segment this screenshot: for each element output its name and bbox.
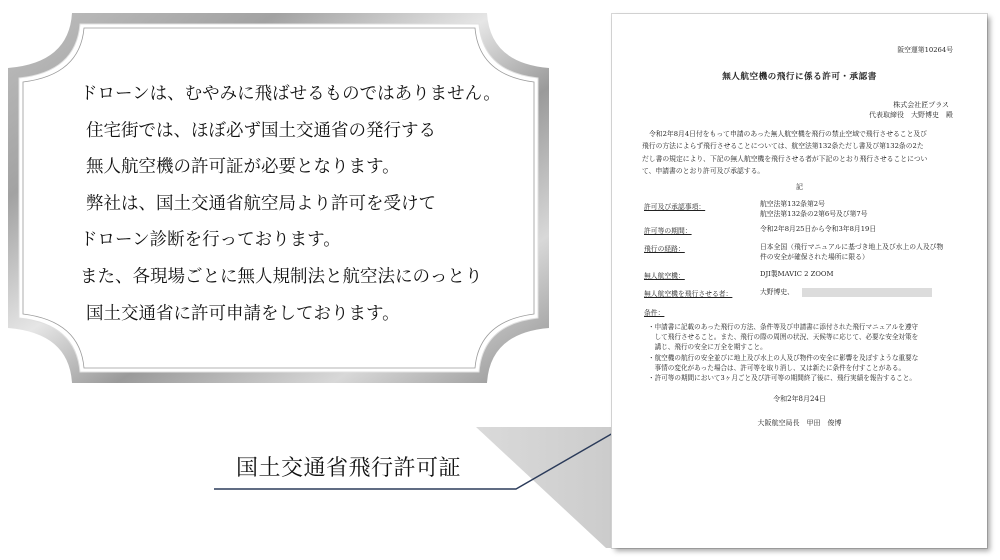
route-value-line: 日本全国（飛行マニュアルに基づき地上及び水上の人及び物 (760, 243, 944, 251)
doc-shadow (476, 427, 628, 548)
pilot-label: 無人航空機を飛行させる者： (644, 290, 733, 298)
caption: 国土交通省飛行許可証 (236, 456, 462, 481)
permission-value (760, 199, 868, 219)
intro-line: 国土交通省に許可申請をしております。 (86, 303, 400, 324)
body-line: て、申請書のとおり許可及び承認する。 (642, 167, 765, 176)
document-body (642, 128, 960, 178)
conditions-label: 条件： (644, 309, 665, 317)
intro-line: 無人航空機の許可証が必要となります。 (86, 157, 400, 178)
aircraft-label: 無人航空機： (644, 272, 685, 280)
period-value: 令和2年8月25日から令和3年8月19日 (760, 225, 877, 233)
intro-line: ドローン診断を行っております。 (80, 230, 341, 251)
condition-line: 事情の変化があった場合は、許可等を取り消し、又は新たに条件を付すことがある。 (648, 363, 906, 372)
intro-line: また、各現場ごとに無人規制法と航空法にのっとり (80, 266, 483, 287)
intro-text (80, 76, 520, 332)
route-label: 飛行の経路： (644, 245, 685, 253)
route-value-line: 件の安全が確保された場所に限る） (760, 253, 869, 261)
redacted-block (802, 288, 932, 297)
aircraft-value: DJI製MAVIC 2 ZOOM (760, 270, 834, 278)
pilot-value (760, 287, 932, 297)
condition-line: して飛行させること。また、飛行の際の周囲の状況、天候等に応じて、必要な安全対策を (648, 333, 919, 342)
permission-label: 許可及び承認事項： (644, 203, 706, 211)
pilot-name: 大野博史、 (760, 288, 794, 296)
document-title: 無人航空機の飛行に係る許可・承認書 (722, 72, 877, 82)
issue-date: 令和2年8月24日 (773, 395, 826, 403)
ki-heading: 記 (796, 183, 803, 191)
period-label: 許可等の期間： (644, 227, 692, 235)
permission-value-line: 航空法第132条第2号 (760, 200, 825, 208)
conditions-list (648, 322, 964, 383)
recipient-representative: 代表取締役 大野博史 殿 (869, 111, 953, 119)
route-value (760, 242, 943, 262)
condition-line: ・申請書に記載のあった飛行の方法、条件等及び申請書に添付された飛行マニュアルを遵守 (648, 323, 919, 331)
intro-line: 住宅街では、ほぼ必ず国土交通省の発行する (86, 120, 436, 141)
document-number: 阪空運第10264号 (897, 46, 953, 54)
body-line: 令和2年8月4日付をもって申請のあった無人航空機を飛行の禁止空域で飛行させること及び (649, 130, 927, 138)
permission-value-line: 航空法第132条の2第6号及び第7号 (760, 210, 868, 218)
condition-line: ・許可等の期間において3ヶ月ごと及び許可等の期間終了後に、飛行実績を報告すること。 (648, 374, 916, 383)
condition-line: 講じ、飛行の安全に万全を期すこと。 (648, 343, 767, 352)
condition-line: ・航空機の航行の安全並びに地上及び水上の人及び物件の安全に影響を及ぼすような重要な (648, 353, 919, 362)
signer: 大阪航空局長 甲田 俊博 (757, 419, 842, 427)
recipient-company: 株式会社匠プラス (893, 101, 949, 109)
intro-line: ドローンは、むやみに飛ばせるものではありません。 (80, 84, 501, 104)
body-line: 飛行の方法によらず飛行させることについては、航空法第132条ただし書及び第132条の2た (642, 142, 924, 151)
permit-document (612, 14, 987, 548)
body-line: だし書の規定により、下記の無人航空機を飛行させる者が下記のとおり飛行させることについ (642, 154, 928, 163)
intro-line: 弊社は、国土交通省航空局より許可を受けて (86, 193, 436, 214)
